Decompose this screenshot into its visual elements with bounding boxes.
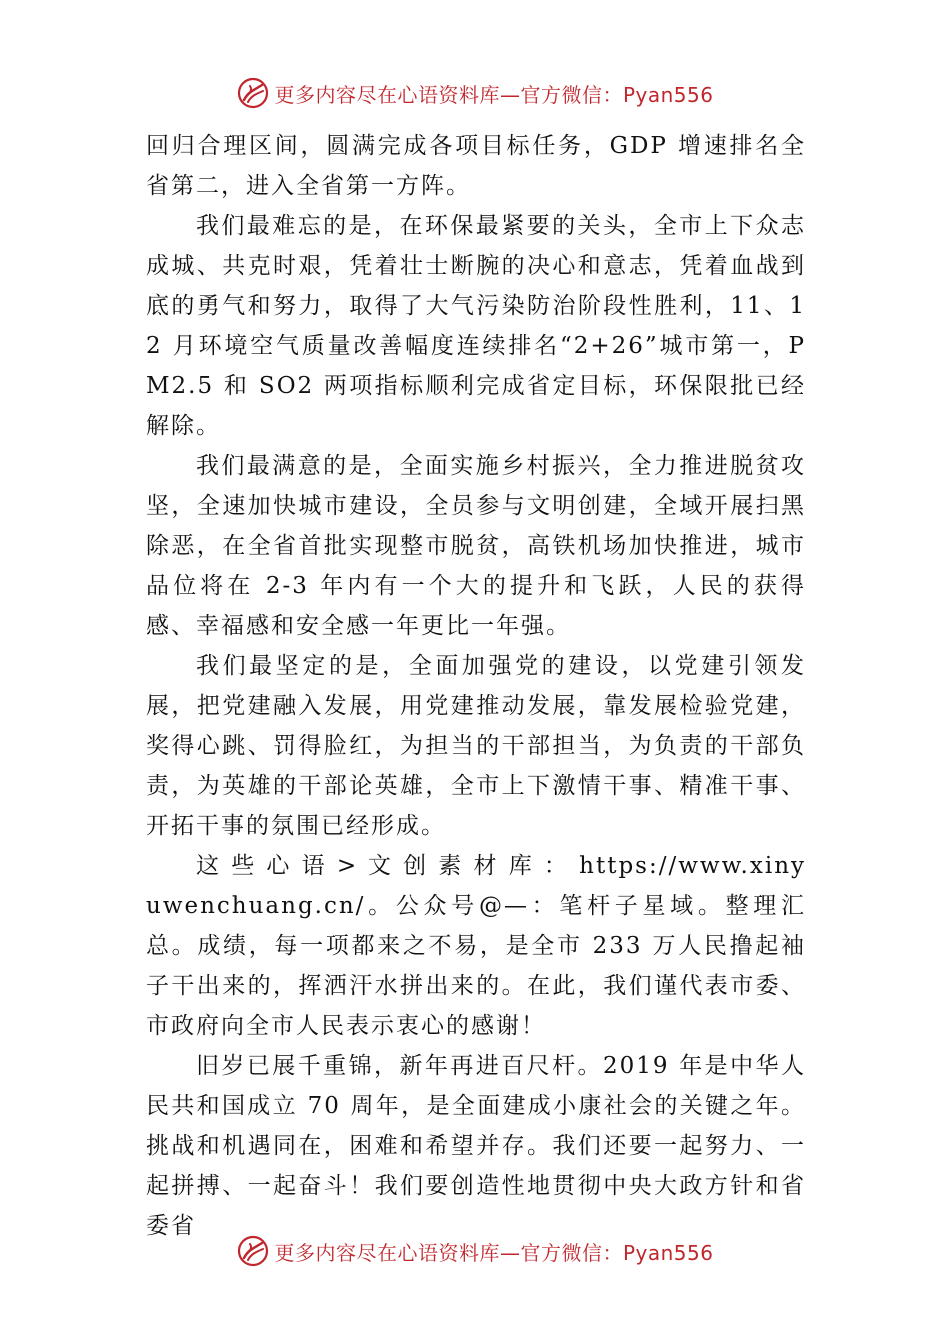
paragraph: 这 些 心 语 > 文 创 素 材 库 ： https://www.xinyuwenchuang.cn/。公众号@—：笔杆子星域。整理汇总。成绩，每一项都来之不易，是全市 233 万人民撸起袖子干出来的，挥洒汗水拼出来的。在此，我们谨代表市委、市政府向全市人民表示衷心的感谢！ bbox=[146, 853, 806, 1039]
paragraph: 我们最坚定的是，全面加强党的建设，以党建引领发展，把党建融入发展，用党建推动发展，靠发展检验党建，奖得心跳、罚得脸红，为担当的干部担当，为负责的干部负责，为英雄的干部论英雄，全市上下激情干事、精准干事、开拓干事的氛围已经形成。 bbox=[146, 653, 806, 839]
paragraph: 旧岁已展千重锦，新年再进百尺杆。2019 年是中华人民共和国成立 70 周年，是全面建成小康社会的关键之年。挑战和机遇同在，困难和希望并存。我们还要一起努力、一起拼搏、一起奋斗！我们要创造性地贯彻中央大政方针和省委省 bbox=[146, 1053, 806, 1239]
fire-seal-icon bbox=[236, 1234, 270, 1268]
paragraph: 我们最难忘的是，在环保最紧要的关头，全市上下众志成城、共克时艰，凭着壮士断腕的决心和意志，凭着血战到底的勇气和努力，取得了大气污染防治阶段性胜利，11、12 月环境空气质量改善幅度连续排名“2+26”城市第一，PM2.5 和 SO2 两项指标顺利完成省定目标，环保限批已经解除。 bbox=[146, 213, 806, 439]
header-banner bbox=[0, 68, 950, 118]
fire-seal-icon bbox=[236, 76, 270, 110]
paragraph: 我们最满意的是，全面实施乡村振兴，全力推进脱贫攻坚，全速加快城市建设，全员参与文明创建，全域开展扫黑除恶，在全省首批实现整市脱贫，高铁机场加快推进，城市品位将在 2-3 年内有一个大的提升和飞跃，人民的获得感、幸福感和安全感一年更比一年强。 bbox=[146, 453, 806, 639]
banner-text: 更多内容尽在心语资料库—官方微信：Pyan556 bbox=[274, 1240, 714, 1265]
document-body bbox=[146, 126, 806, 1246]
paragraph: 回归合理区间，圆满完成各项目标任务，GDP 增速排名全省第二，进入全省第一方阵。 bbox=[146, 133, 806, 199]
banner-text: 更多内容尽在心语资料库—官方微信：Pyan556 bbox=[274, 82, 714, 107]
footer-banner bbox=[0, 1226, 950, 1276]
